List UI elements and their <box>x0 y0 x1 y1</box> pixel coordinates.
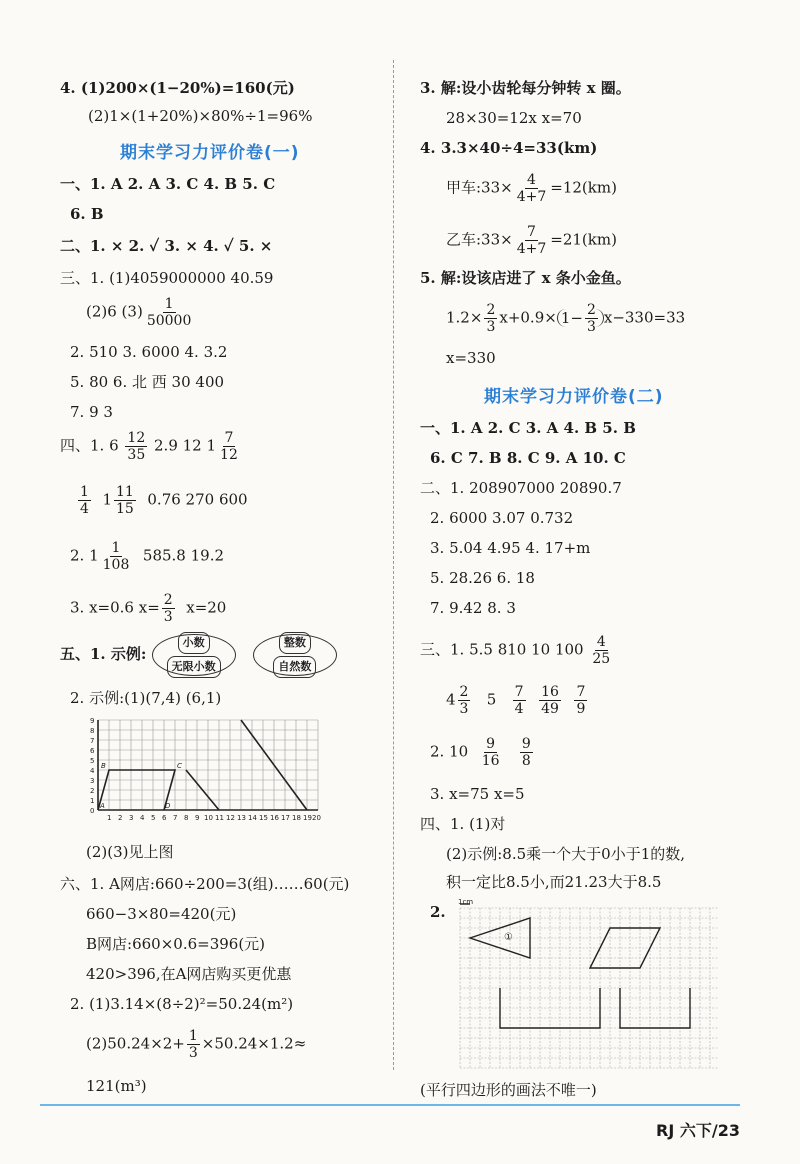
answer-line: 二、1. × 2. ✓ 3. × 4. ✓ 5. × <box>60 237 273 255</box>
answer-line: (2)1×(1+20%)×80%÷1=96% <box>88 107 313 125</box>
answer-line: 2. 510 3. 6000 4. 3.2 <box>70 343 228 361</box>
answer-line: 4. 3.3×40÷4=33(km) <box>420 139 598 157</box>
svg-text:7: 7 <box>90 737 95 745</box>
answer-line: (2)50.24×2+ $\frac{1}{3}$ ×50.24×1.2≈ <box>86 1028 307 1061</box>
set-ellipse: 整数 自然数 <box>253 634 337 676</box>
answer-line: 3. 5.04 4.95 4. 17+m <box>430 539 591 557</box>
answer-line: 3. x=0.6 x= $\frac{2}{3}$ x=20 <box>70 592 227 625</box>
answer-line: 6. B <box>70 205 104 223</box>
answer-line: 2. 示例:(1)(7,4) (6,1) <box>70 689 222 707</box>
svg-text:B: B <box>101 762 106 770</box>
answer-line: 六、1. A网店:660÷200=3(组)……60(元) <box>60 875 350 893</box>
answer-line: 2. (1)3.14×(8÷2)²=50.24(m²) <box>70 995 294 1013</box>
answer-line: 2. 1 $\frac{1}{108}$ 585.8 19.2 <box>70 540 225 573</box>
svg-text:1: 1 <box>107 814 112 822</box>
answer-line: (平行四边形的画法不唯一) <box>420 1081 597 1099</box>
svg-text:3: 3 <box>90 777 95 785</box>
answer-line: 6. C 7. B 8. C 9. A 10. C <box>430 449 626 467</box>
svg-text:5: 5 <box>90 757 95 765</box>
answer-line: (2)(3)见上图 <box>86 843 174 861</box>
column-divider <box>393 60 394 1070</box>
answer-line: 5. 80 6. 北 西 30 400 <box>70 373 225 391</box>
answer-line: x=330 <box>446 349 496 367</box>
answer-line: 660−3×80=420(元) <box>86 905 237 923</box>
svg-text:13: 13 <box>237 814 246 822</box>
answer-line: 3. 解:设小齿轮每分钟转 x 圈。 <box>420 79 631 97</box>
answer-line: 5. 28.26 6. 18 <box>430 569 535 587</box>
svg-text:9: 9 <box>195 814 200 822</box>
answer-line: B网店:660×0.6=396(元) <box>86 935 266 953</box>
page-footer: RJ 六下/23 <box>656 1121 740 1140</box>
set-ellipse: 小数 无限小数 <box>152 634 236 676</box>
answer-line: 2. <box>430 903 446 921</box>
answer-line: 一、1. A 2. A 3. C 4. B 5. C <box>60 175 276 193</box>
svg-text:0: 0 <box>90 807 95 815</box>
answer-line: 乙车:33× $\frac{7}{4+7}$ =21(km) <box>446 224 617 257</box>
svg-text:14: 14 <box>248 814 257 822</box>
answer-line: 二、1. 208907000 20890.7 <box>420 479 622 497</box>
svg-text:A: A <box>100 802 105 810</box>
answer-line: 四、1. 6 $\frac{12}{35}$ 2.9 12 1 $\frac{7}{12}$ <box>60 430 238 463</box>
svg-text:3: 3 <box>129 814 134 822</box>
coordinate-grid <box>80 712 320 832</box>
answer-line: 四、1. (1)对 <box>420 815 506 833</box>
answer-line: 5. 解:设该店进了 x 条小金鱼。 <box>420 269 631 287</box>
square-grid-figure <box>454 898 720 1070</box>
svg-text:16: 16 <box>270 814 279 822</box>
svg-text:17: 17 <box>281 814 290 822</box>
answer-line: 3. x=75 x=5 <box>430 785 525 803</box>
answer-line: 2. 10 $\frac{9}{16}$ $\frac{9}{8}$ <box>430 736 531 769</box>
svg-text:4: 4 <box>90 767 95 775</box>
svg-text:1: 1 <box>90 797 95 805</box>
svg-text:5: 5 <box>151 814 156 822</box>
svg-text:20: 20 <box>312 814 321 822</box>
svg-text:11: 11 <box>215 814 224 822</box>
answer-line: 三、1. 5.5 810 10 100 $\frac{4}{25}$ <box>420 634 611 667</box>
grid-shape-label: ① <box>504 932 513 943</box>
svg-text:4: 4 <box>140 814 145 822</box>
section-title: 期末学习力评价卷(一) <box>120 143 300 163</box>
answer-line: (2)示例:8.5乘一个大于0小于1的数, <box>446 845 686 863</box>
svg-text:D: D <box>165 802 171 810</box>
answer-line: 一、1. A 2. C 3. A 4. B 5. B <box>420 419 636 437</box>
svg-text:2: 2 <box>118 814 123 822</box>
svg-text:C: C <box>177 762 182 770</box>
footer-rule <box>40 1104 740 1106</box>
svg-text:10: 10 <box>204 814 213 822</box>
svg-text:12: 12 <box>226 814 235 822</box>
answer-line: 1.2× $\frac{2}{3}$ x+0.9× 1− $\frac{2}{3}$ x−330=33 <box>446 302 686 335</box>
svg-text:2: 2 <box>90 787 95 795</box>
answer-line: 7. 9 3 <box>70 403 113 421</box>
answer-line: 积一定比8.5小,而21.23大于8.5 <box>446 873 662 891</box>
answer-line: 4 $\frac{2}{3}$ 5 $\frac{7}{4}$ $\frac{16}{49}$ $\frac{7}{9}$ <box>446 684 586 717</box>
answer-line: 2. 6000 3.07 0.732 <box>430 509 574 527</box>
grid-unit-label: 1cm <box>458 898 474 906</box>
svg-text:15: 15 <box>259 814 268 822</box>
answer-line: 三、1. (1)4059000000 40.59 <box>60 269 274 287</box>
answer-line: 甲车:33× $\frac{4}{4+7}$ =12(km) <box>446 172 617 205</box>
svg-text:6: 6 <box>162 814 167 822</box>
section-title: 期末学习力评价卷(二) <box>484 387 664 407</box>
svg-text:8: 8 <box>184 814 189 822</box>
svg-text:9: 9 <box>90 717 95 725</box>
answer-line: 28×30=12x x=70 <box>446 109 582 127</box>
svg-text:7: 7 <box>173 814 178 822</box>
svg-text:8: 8 <box>90 727 95 735</box>
svg-text:18: 18 <box>292 814 301 822</box>
answer-line: (2)6 (3) $\frac{1}{50000}$ <box>86 296 192 329</box>
answer-line: 4. (1)200×(1−20%)=160(元) <box>60 79 295 97</box>
svg-text:6: 6 <box>90 747 95 755</box>
answer-line: 420>396,在A网店购买更优惠 <box>86 965 292 983</box>
answer-line: 121(m³) <box>86 1077 147 1095</box>
svg-text:19: 19 <box>303 814 312 822</box>
answer-line: $\frac{1}{4}$ 1 $\frac{11}{15}$ 0.76 270 600 <box>80 484 248 517</box>
answer-line: 五、1. 示例: 小数 无限小数 整数 自然数 <box>60 634 349 676</box>
answer-line: 7. 9.42 8. 3 <box>430 599 516 617</box>
